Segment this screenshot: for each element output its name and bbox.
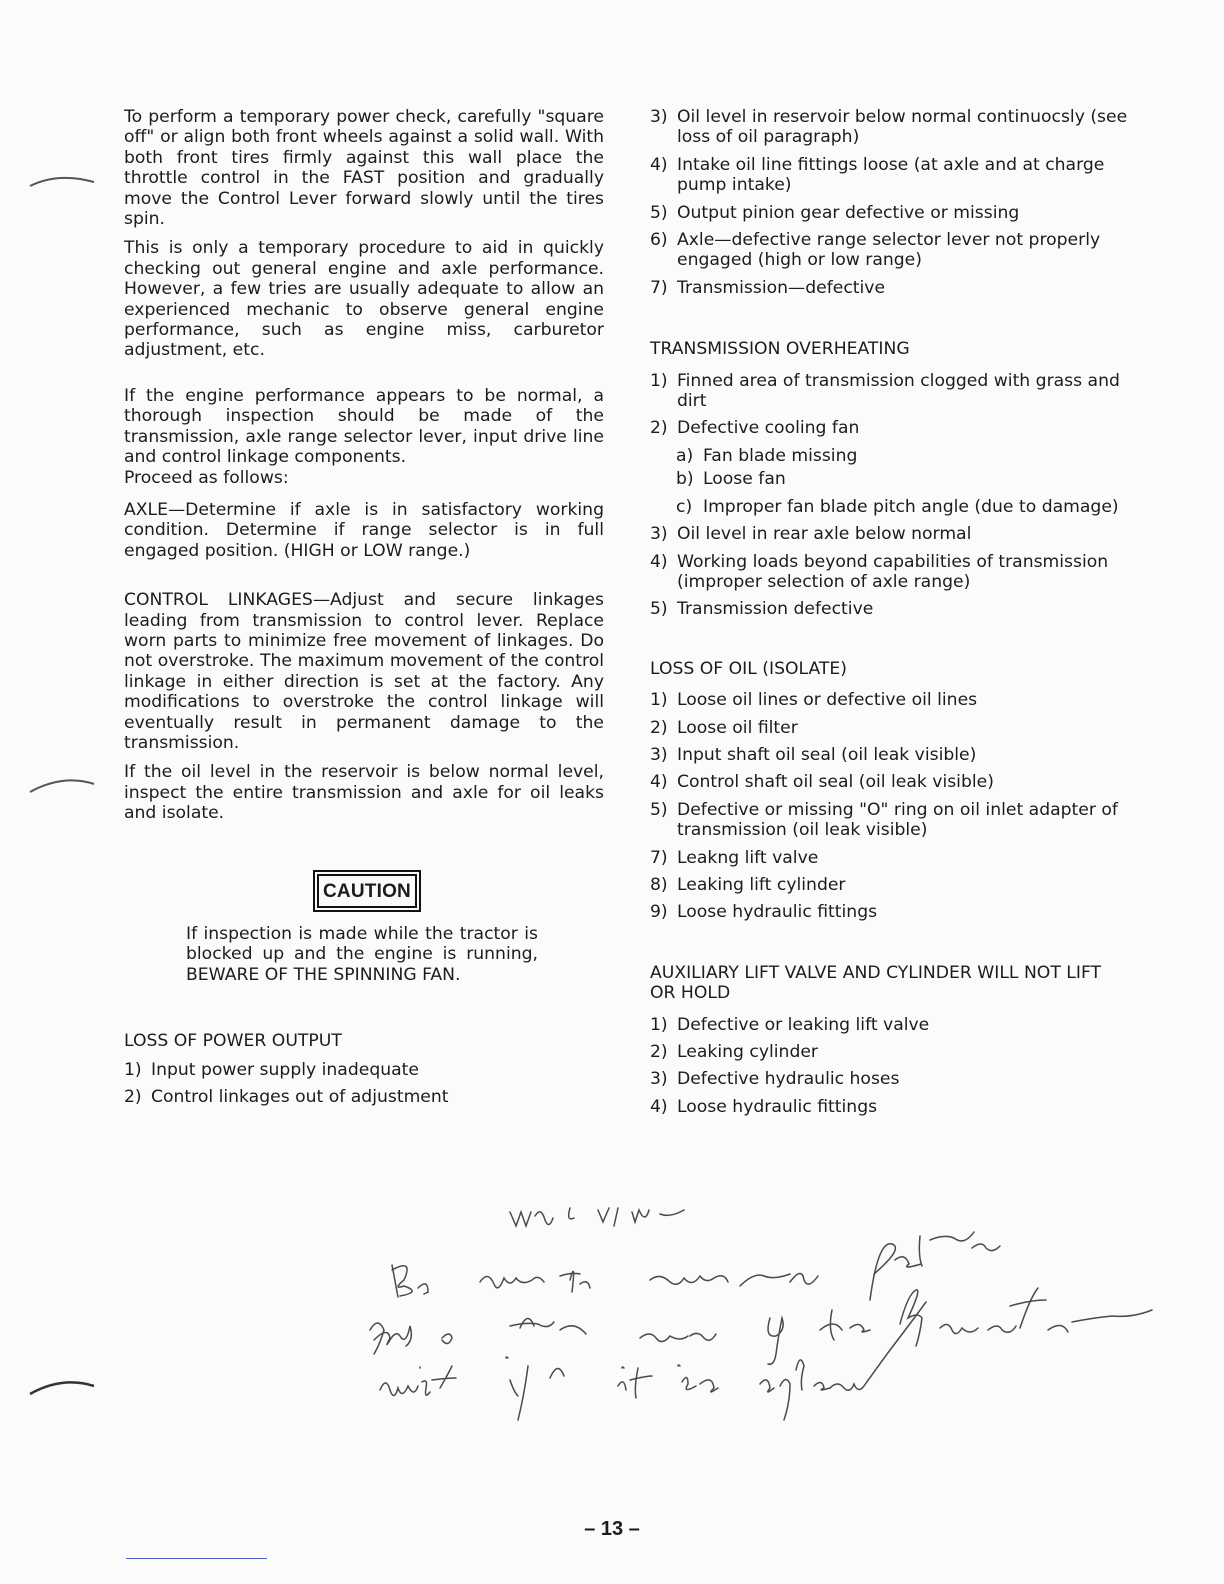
heading-loss-of-power: LOSS OF POWER OUTPUT	[124, 1031, 342, 1052]
list-item: 3) Oil level in rear axle below normal	[650, 524, 972, 545]
list-item: 6) Axle—defective range selector lever not properly engaged (high or low range)	[650, 230, 1101, 271]
list-item: 4) Working loads beyond capabilities of transmission (improper selection of axle range)	[650, 551, 1109, 592]
caution-label: CAUTION	[317, 874, 417, 908]
list-subitem: a) Fan blade missing	[676, 445, 858, 466]
list-item: 1) Input power supply inadequate	[124, 1059, 419, 1080]
caution-box	[124, 870, 604, 912]
list-loss-of-power	[124, 1060, 604, 1108]
scan-mark	[28, 168, 98, 198]
list-subitem: c) Improper fan blade pitch angle (due to damage)	[676, 496, 1119, 517]
list-item: 5) Defective or missing "O" ring on oil inlet adapter of transmission (oil leak visible)	[650, 799, 1118, 841]
list-item: 3) Input shaft oil seal (oil leak visible)	[650, 744, 977, 765]
heading-auxiliary-lift: AUXILIARY LIFT VALVE AND CYLINDER WILL NOT LIFT OR HOLD	[650, 962, 1102, 1004]
paragraph-oil-level: If the oil level in the reservoir is below normal level, inspect the entire transmission and axle for oil leaks and isolate.	[124, 762, 604, 824]
paragraph-power-check: To perform a temporary power check, carefully "square off" or align both front wheels against a solid wall. With both front tires firmly against this wall place the throttle control in the FAST position and gradually move the Control Lever forward slowly until the tires spin.	[124, 107, 604, 230]
handwritten-note	[360, 1190, 1160, 1430]
list-item: 5) Output pinion gear defective or missing	[650, 202, 1020, 223]
list-item: 7) Transmission—defective	[650, 277, 886, 298]
list-item: 1) Finned area of transmission clogged with grass and dirt	[650, 370, 1120, 412]
list-item: 2) Defective cooling fan	[650, 418, 860, 439]
heading-transmission-overheating: TRANSMISSION OVERHEATING	[650, 339, 910, 360]
scan-mark	[28, 772, 98, 802]
list-item: 5) Transmission defective	[650, 599, 874, 620]
paragraph-temporary-procedure: This is only a temporary procedure to aid in quickly checking out general engine and axle performance. However, a few tries are usually adequate to allow an experienced mechanic to observe general engine performance, such as engine miss, carburetor adjustment, etc.	[124, 238, 604, 361]
left-column	[124, 107, 604, 1107]
list-subitem: b) Loose fan	[676, 469, 786, 490]
paragraph-proceed: Proceed as follows:	[124, 467, 289, 488]
paragraph-control-linkages: CONTROL LINKAGES—Adjust and secure linkages leading from transmission to control lever. Replace worn parts to minimize free movement of linkages. Do not overstroke. The maximum movement of the control linkage in either direction is set at the factory. Any modifications to overstroke the control linkage will eventually result in permanent damage to the transmission.	[124, 590, 604, 753]
list-item: 4) Intake oil line fittings loose (at axle and at charge pump intake)	[650, 154, 1105, 196]
paragraph-axle: AXLE—Determine if axle is in satisfactory working condition. Determine if range selector is in full engaged position. (HIGH or LOW range.)	[124, 499, 604, 561]
caution-text: If inspection is made while the tractor is blocked up and the engine is running, BEWARE OF THE SPINNING FAN.	[186, 924, 538, 985]
list-item: 8) Leaking lift cylinder	[650, 874, 846, 895]
right-column	[650, 107, 1128, 1117]
scan-mark	[28, 1372, 98, 1402]
list-loss-of-oil	[650, 690, 1128, 923]
list-item: 9) Loose hydraulic fittings	[650, 902, 878, 923]
list-continued	[650, 107, 1128, 298]
page-number: – 13 –	[584, 1518, 640, 1540]
list-item: 1) Defective or leaking lift valve	[650, 1014, 930, 1035]
list-item: 4) Loose hydraulic fittings	[650, 1096, 878, 1117]
paragraph-engine-normal: If the engine performance appears to be normal, a thorough inspection should be made of the transmission, axle range selector lever, input drive line and control linkage components.	[124, 385, 604, 468]
list-item: 7) Leakng lift valve	[650, 847, 819, 868]
footer-rule	[126, 1558, 267, 1559]
list-item: 4) Control shaft oil seal (oil leak visible)	[650, 772, 994, 793]
heading-loss-of-oil: LOSS OF OIL (ISOLATE)	[650, 658, 847, 679]
list-item: 2) Loose oil filter	[650, 717, 798, 738]
list-auxiliary-lift	[650, 1015, 1128, 1118]
list-overheating	[650, 371, 1128, 620]
list-item: 3) Oil level in reservoir below normal continuocsly (see loss of oil paragraph)	[650, 107, 1128, 148]
list-item: 1) Loose oil lines or defective oil lines	[650, 690, 978, 711]
list-item: 3) Defective hydraulic hoses	[650, 1069, 900, 1090]
list-item: 2) Leaking cylinder	[650, 1042, 818, 1062]
list-item: 2) Control linkages out of adjustment	[124, 1087, 449, 1108]
